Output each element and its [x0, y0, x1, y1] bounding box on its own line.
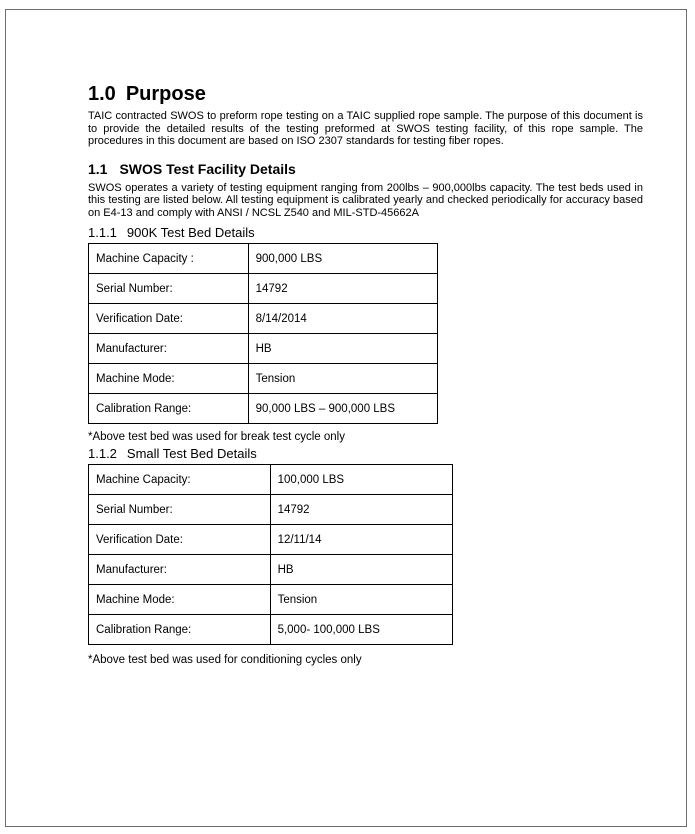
- document-content: [88, 82, 643, 669]
- section-number: 1.1: [88, 160, 108, 177]
- row-value: HB: [248, 334, 437, 364]
- subsection-title: Small Test Bed Details: [126, 446, 257, 461]
- subsection-number: 1.1.2: [88, 446, 117, 461]
- testbed-900k-table: [88, 243, 438, 424]
- row-label: Serial Number:: [89, 274, 249, 304]
- row-value: 900,000 LBS: [248, 244, 437, 274]
- row-value: Tension: [270, 585, 452, 615]
- row-label: Manufacturer:: [89, 334, 249, 364]
- section-title: SWOS Test Facility Details: [119, 160, 296, 177]
- purpose-paragraph: TAIC contracted SWOS to preform rope testing on a TAIC supplied rope sample. The purpose of this document is to provide the detailed results of the testing preformed at SWOS testing facility, of this rope sample. The procedures in this document are based on ISO 2307 standards for testing fiber ropes.: [88, 110, 643, 147]
- row-value: 100,000 LBS: [270, 465, 452, 495]
- table-row: [89, 525, 453, 555]
- table-row: [89, 274, 438, 304]
- testbed-small-note: *Above test bed was used for conditioning cycles only: [88, 654, 362, 666]
- subsection-number: 1.1.1: [88, 225, 117, 240]
- row-value: 5,000- 100,000 LBS: [270, 615, 452, 645]
- row-label: Machine Mode:: [89, 364, 249, 394]
- subsection-heading-900k: [88, 225, 643, 241]
- row-value: 8/14/2014: [248, 304, 437, 334]
- table-row: [89, 495, 453, 525]
- row-label: Serial Number:: [89, 495, 271, 525]
- row-label: Verification Date:: [89, 525, 271, 555]
- row-value: 90,000 LBS – 900,000 LBS: [248, 394, 437, 424]
- subsection-title: 900K Test Bed Details: [126, 225, 255, 240]
- row-value: 12/11/14: [270, 525, 452, 555]
- facility-paragraph: SWOS operates a variety of testing equipment ranging from 200lbs – 900,000lbs capacity. The test beds used in this testing are listed below. All testing equipment is calibrated yearly and checked periodically for accuracy based on E4-13 and comply with ANSI / NCSL Z540 and MIL-STD-45662A: [88, 181, 643, 219]
- row-label: Verification Date:: [89, 304, 249, 334]
- table-row: [89, 304, 438, 334]
- row-label: Machine Mode:: [89, 585, 271, 615]
- testbed-small-table: [88, 464, 453, 645]
- row-value: 14792: [248, 274, 437, 304]
- section-number: 1.0: [88, 83, 116, 105]
- testbed-900k-note: *Above test bed was used for break test cycle only: [88, 431, 345, 443]
- row-label: Calibration Range:: [89, 394, 249, 424]
- table-row: [89, 555, 453, 585]
- row-value: HB: [270, 555, 452, 585]
- table-row: [89, 465, 453, 495]
- table-row: [89, 364, 438, 394]
- table-row: [89, 334, 438, 364]
- row-label: Machine Capacity:: [89, 465, 271, 495]
- row-label: Calibration Range:: [89, 615, 271, 645]
- table-row: [89, 394, 438, 424]
- row-label: Machine Capacity :: [89, 244, 249, 274]
- table-row: [89, 615, 453, 645]
- section-title: Purpose: [125, 83, 206, 105]
- row-label: Manufacturer:: [89, 555, 271, 585]
- section-heading-facility: [88, 160, 643, 178]
- table-row: [89, 585, 453, 615]
- row-value: 14792: [270, 495, 452, 525]
- row-value: Tension: [248, 364, 437, 394]
- subsection-heading-small: [88, 446, 643, 462]
- table-row: [89, 244, 438, 274]
- section-heading-purpose: [88, 82, 643, 106]
